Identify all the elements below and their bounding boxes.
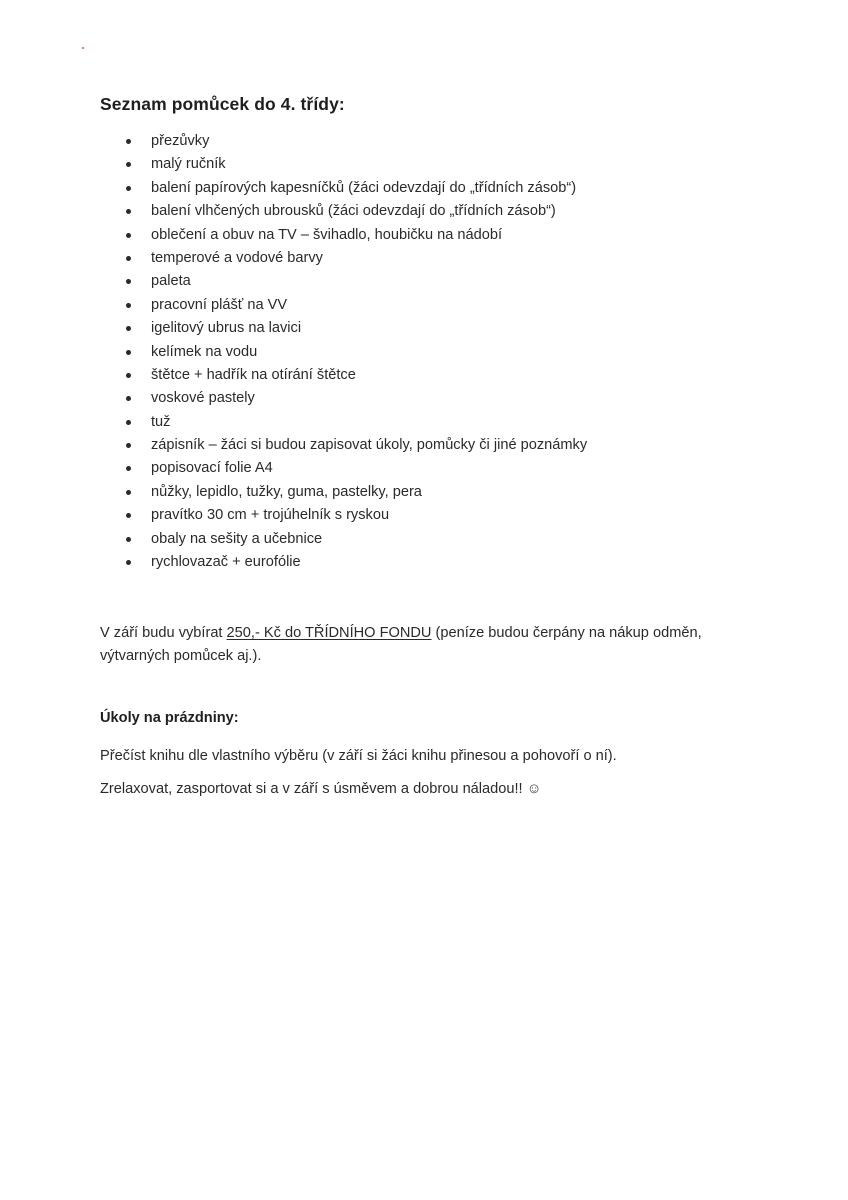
supply-item: [0, 200, 587, 223]
bullet-icon: [126, 560, 131, 565]
supply-item: [0, 411, 587, 434]
bullet-icon: [126, 256, 131, 261]
supply-item-label: nůžky, lepidlo, tužky, guma, pastelky, pera: [151, 483, 422, 500]
supply-item-label: voskové pastely: [151, 390, 255, 407]
supply-item-label: přezůvky: [151, 133, 210, 149]
holiday-task-relax: Zrelaxovat, zasportovat si a v září s úsměvem a dobrou náladou!! ☺: [100, 781, 542, 797]
bullet-icon: [126, 209, 131, 214]
supply-item: [0, 130, 587, 153]
supply-item: [0, 434, 587, 457]
bullet-icon: [126, 513, 131, 518]
supply-item-label: zápisník – žáci si budou zapisovat úkoly, pomůcky či jiné poznámky: [151, 437, 588, 454]
supply-item-label: igelitový ubrus na lavici: [151, 320, 302, 337]
bullet-icon: [126, 233, 131, 238]
bullet-icon: [126, 279, 131, 284]
supply-item: [0, 341, 587, 364]
bullet-icon: [126, 396, 131, 401]
supply-item: [0, 153, 587, 176]
supply-item: [0, 294, 587, 317]
bullet-icon: [126, 326, 131, 331]
bullet-icon: [126, 466, 131, 471]
bullet-icon: [126, 186, 131, 191]
supply-item: [0, 364, 587, 387]
supply-item: [0, 317, 587, 340]
supply-item: [0, 528, 587, 551]
supply-item: [0, 504, 587, 527]
supply-list: [0, 130, 587, 574]
supply-item: [0, 457, 587, 480]
supply-item-label: obaly na sešity a učebnice: [151, 530, 323, 547]
supply-item-label: paleta: [151, 273, 191, 290]
fund-suffix: (peníze budou čerpány na nákup odměn,: [431, 625, 702, 641]
bullet-icon: [126, 420, 131, 425]
holiday-task-reading: Přečíst knihu dle vlastního výběru (v září si žáci knihu přinesou a pohovoří o ní).: [100, 748, 617, 764]
supply-item-label: popisovací folie A4: [151, 460, 273, 477]
supply-item-label: balení vlhčených ubrousků (žáci odevzdají do „třídních zásob“): [151, 203, 556, 220]
supply-item: [0, 177, 587, 200]
supply-item: [0, 481, 587, 504]
supply-item-label: temperové a vodové barvy: [151, 249, 323, 266]
fund-line2: výtvarných pomůcek aj.).: [100, 648, 262, 664]
supply-item: [0, 270, 587, 293]
bullet-icon: [126, 162, 131, 167]
bullet-icon: [126, 303, 131, 308]
supply-item-label: kelímek na vodu: [151, 343, 258, 360]
supply-item-label: malý ručník: [151, 156, 226, 173]
supply-item: [0, 247, 587, 270]
bullet-icon: [126, 139, 131, 144]
supply-item-label: pracovní plášť na VV: [151, 296, 288, 313]
supply-item-label: štětce + hadřík na otírání štětce: [151, 366, 356, 383]
fund-prefix: V září budu vybírat: [100, 625, 227, 641]
bullet-icon: [126, 443, 131, 448]
fund-amount: 250,- Kč: [226, 625, 281, 641]
page-title: Seznam pomůcek do 4. třídy:: [100, 94, 345, 114]
supply-item-label: rychlovazač + eurofólie: [151, 554, 301, 571]
bullet-icon: [126, 490, 131, 495]
supply-item-label: oblečení a obuv na TV – švihadlo, houbičku na nádobí: [151, 226, 503, 243]
bullet-icon: [126, 373, 131, 378]
supply-item-label: tuž: [151, 413, 171, 430]
bullet-icon: [126, 350, 131, 355]
supply-item-label: balení papírových kapesníčků (žáci odevzdají do „třídních zásob“): [151, 179, 577, 196]
supply-item-label: pravítko 30 cm + trojúhelník s ryskou: [151, 507, 390, 524]
supply-item: [0, 551, 587, 574]
class-fund-paragraph: [100, 622, 702, 668]
supply-item: [0, 387, 587, 410]
supply-item: [0, 224, 587, 247]
fund-name: do TŘÍDNÍHO FONDU: [284, 625, 432, 641]
bullet-icon: [126, 537, 131, 542]
scan-speck: [82, 47, 84, 49]
holiday-heading: Úkoly na prázdniny:: [100, 710, 239, 726]
